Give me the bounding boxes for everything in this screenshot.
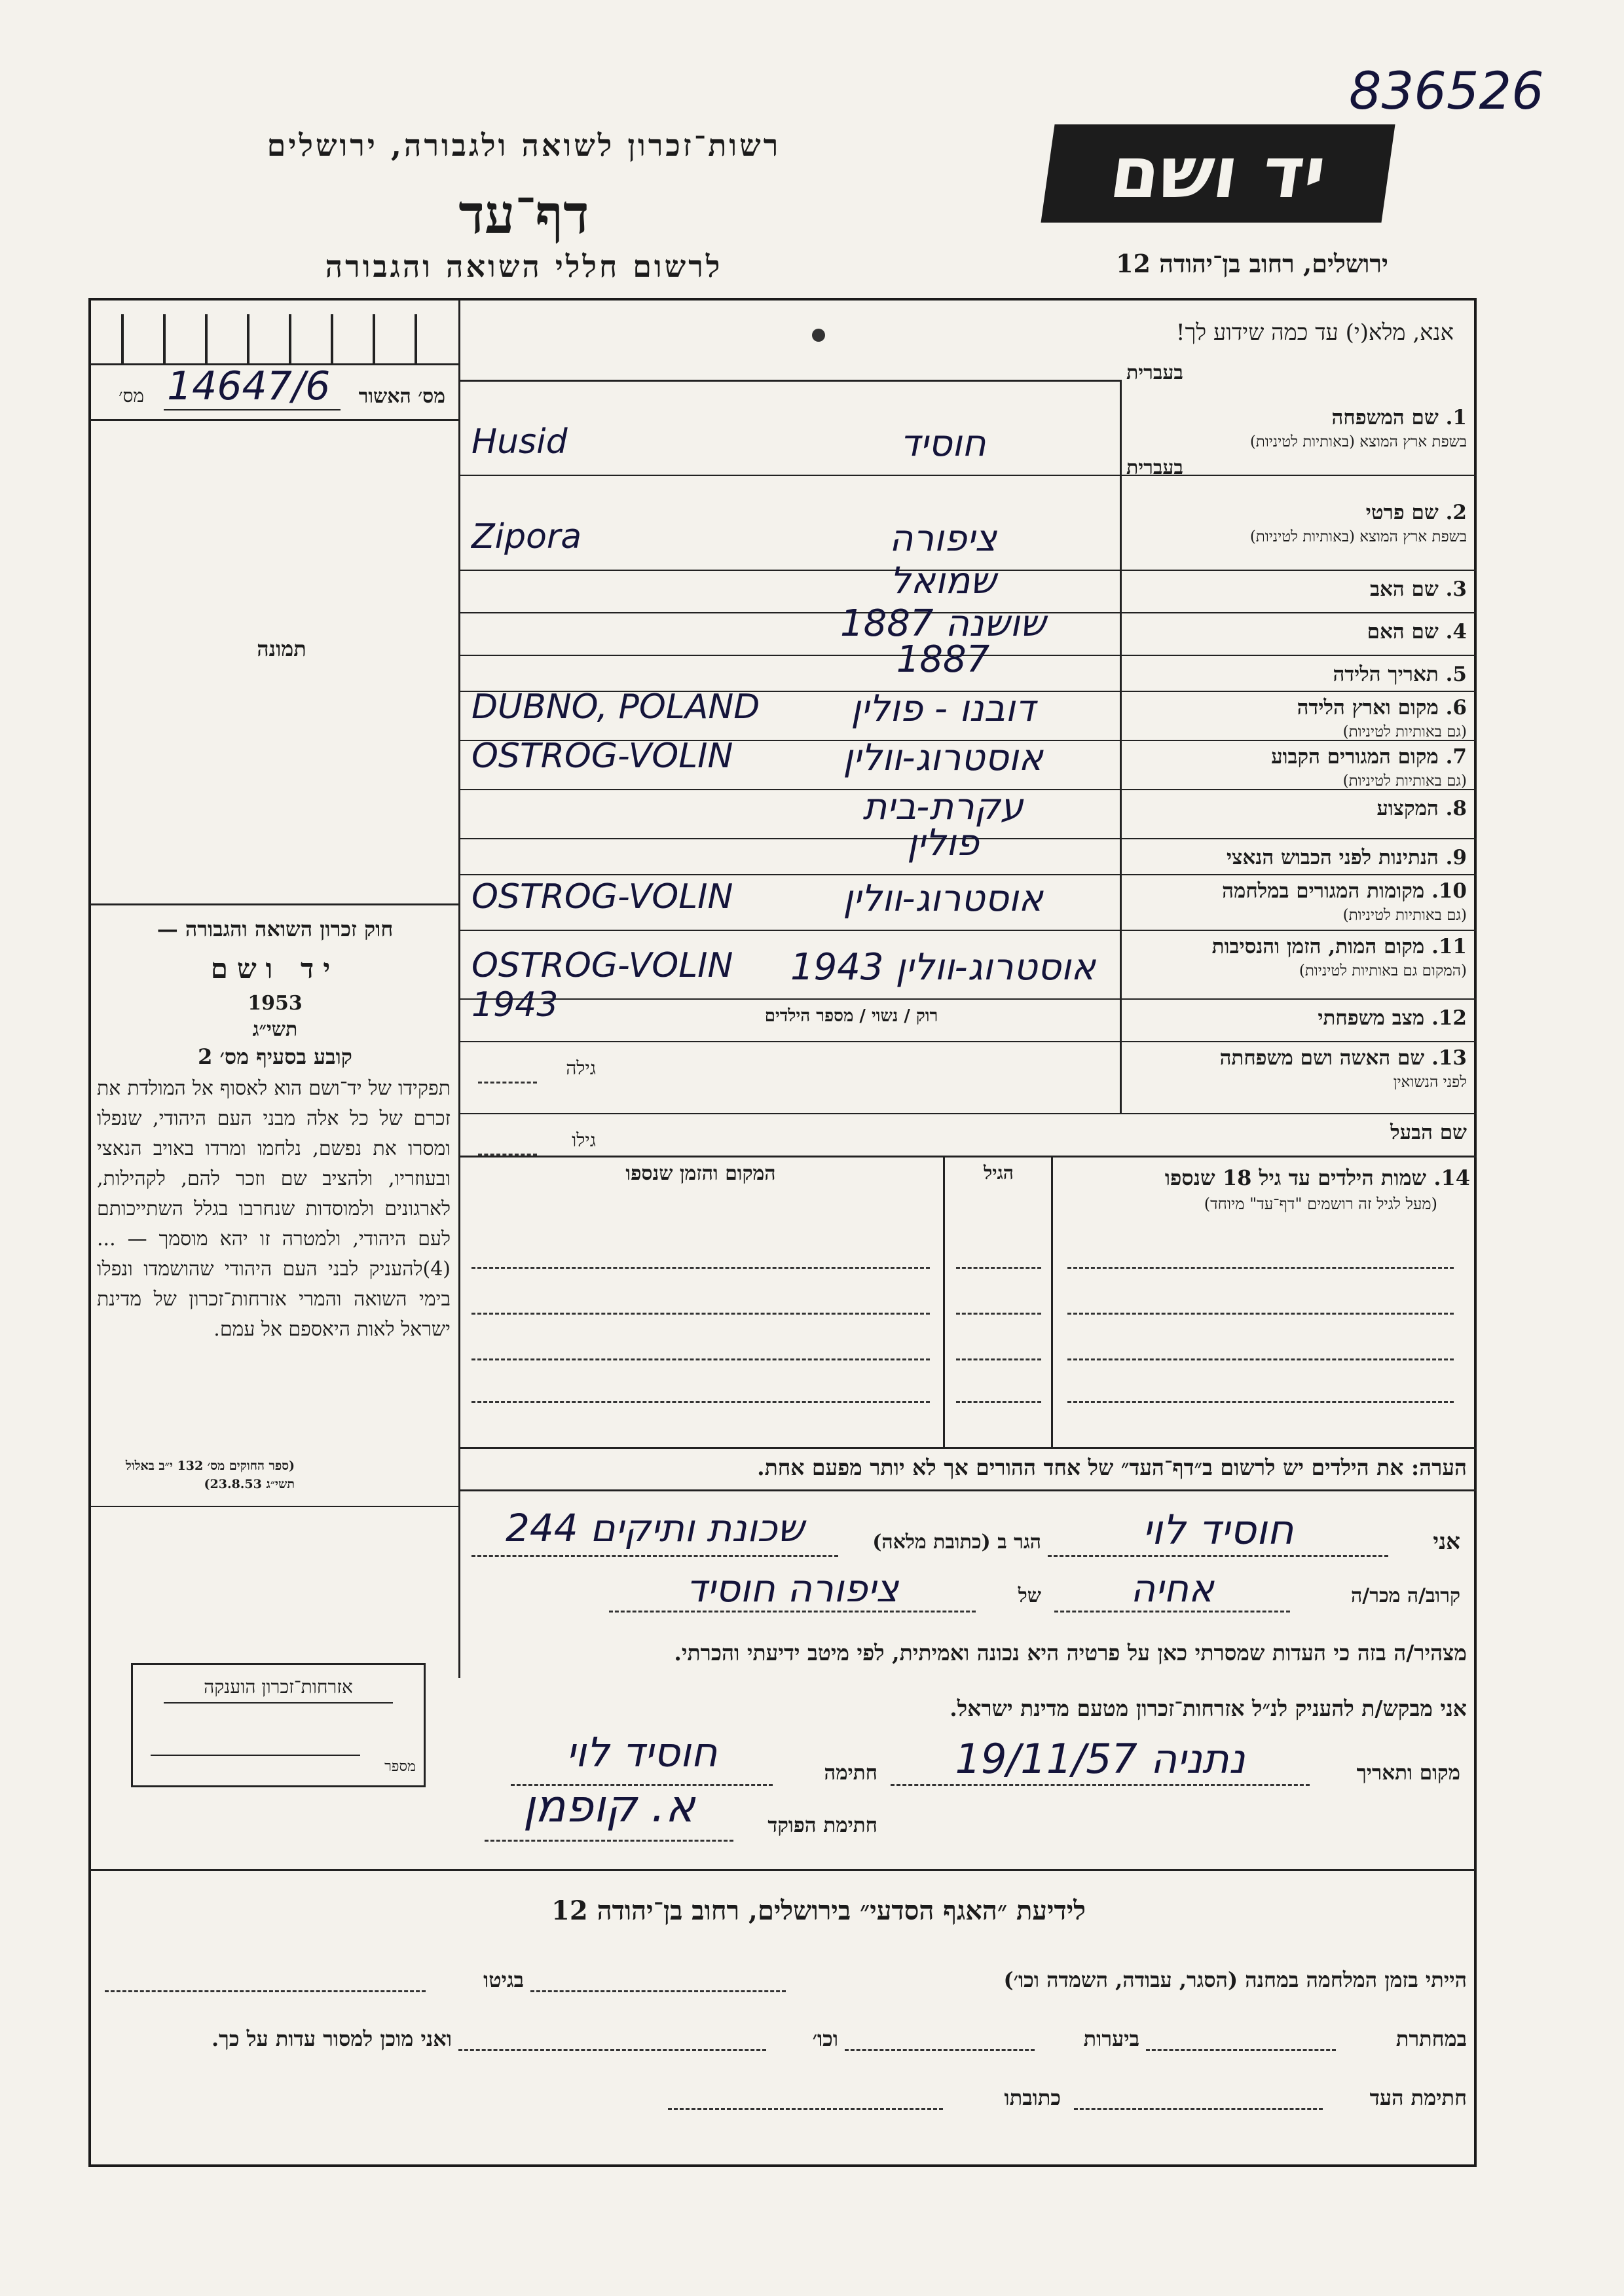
field-title: שם הבעל [1390,1121,1467,1144]
field-label [1126,846,1467,869]
field-value-hebrew: שמואל [889,560,997,602]
bottom-line2-a: במחתרת [1395,2026,1467,2051]
declaration-text: מצהיר/ה בזה כי העדות שמסרתי כאן על פרטיה היא נכונה ואמיתית, לפי מיטב ידיעתי והכרתי. [674,1640,1467,1666]
field-label [1126,935,1467,958]
field-number: 11. [1431,935,1467,958]
bottom-line1-a: הייתי בזמן המלחמה במחנה (הסגר, עבודה, השמדה וכו׳) [1003,1967,1467,1992]
field-label [1126,797,1467,820]
law-text: תפקידו של יד־ושם הוא לאסוף אל המולדת את זכרם של כל אלה מבני העם היהודי, שנפלו ומסרו את נפשם, נלחמו ומרדו באויב הנאצי ובעוזריו, ולהציב שם וזכר להם, לקהילות, לארגונים ולמוסדות שנחרבו בגלל השתייכותם לעם היהודי, ולמטרה זו יהא מוסמך — ...(4)להעניק לבני העם היהודי שהושמדו ונפלו בימי השואה והמרי אזרחות־זכרון של מדינת ישראל לאות היאספם אל עמם. [97,1077,451,1341]
address: ירושלים, רחוב בן־יהודה 12 [1116,249,1388,278]
form-subtitle: לרשום חללי השואה והגבורה [325,249,723,284]
law-year: 1953 [248,992,303,1015]
age-label: גילו [572,1129,596,1151]
field-title: שם המשפחה [1331,406,1439,429]
field-label [1126,406,1467,429]
law-footnote: (ספר החוקים מס׳ 132 י״ב באלול תשי״ג 23.8.53) [125,1459,295,1491]
official-signature-label: חתימת הפוקד [767,1813,877,1837]
field-label [1126,620,1467,644]
declarant-address: שכונת ותיקים 244 [506,1506,804,1550]
children-note: (מעל לגיל זה רושמים "דף־עד" מיוחד) [1204,1195,1437,1213]
field-value-hebrew: עקרת-בית [862,786,1024,828]
field-number: 10. [1431,879,1467,903]
logo [1041,124,1395,223]
children-place-col: המקום והזמן שנספו [625,1162,776,1185]
bottom-line2-c: וכו׳ [812,2026,838,2051]
field-label [1126,1046,1467,1070]
field-title: תאריך הלידה [1333,663,1439,686]
field-value-latin: OSTROG-VOLIN [471,737,733,776]
bottom-line1-b: בגיטו [483,1967,524,1992]
declarant-name: חוסיד לוי [1142,1506,1294,1554]
law-year-he: תשי״ג [252,1018,298,1041]
field-title: המקצוע [1376,797,1439,820]
field-title: מקום המות, הזמן והנסיבות [1211,935,1425,958]
field-label [1126,501,1467,524]
field-value-hebrew: חוסיד [900,422,986,465]
field-title: שם האב [1370,577,1439,601]
request-text: אני מבקש/ת להעניק לנ״ל אזרחות־זכרון מטעם מדינת ישראל. [950,1696,1467,1721]
hole-mark-icon [812,329,825,342]
children-age-col: הגיל [984,1162,1014,1184]
field-label [1126,696,1467,720]
field-label [1126,663,1467,686]
field-sublabel: (גם באותיות לטיניות) [1342,723,1467,740]
relation-label: קרוב/ה מכר/ה [1351,1584,1460,1607]
field-title: מקום וארץ הלידה [1297,696,1439,720]
law-title: חוק זכרון השואה והגבורה — [157,917,394,941]
form-title: דף־עד [458,183,589,246]
children-note-warning: הערה: את הילדים יש לרשום ב״דף־העד״ של אחד ההורים אך לא יותר מפעם אחת. [757,1455,1467,1480]
field-title: שם האשה ושם משפחתה [1219,1046,1425,1070]
field-value-latin: DUBNO, POLAND [471,687,760,727]
field-value-hebrew: 1887 [896,638,990,681]
institution-name: רשות־זכרון לשואה ולגבורה, ירושלים [267,128,781,163]
bottom-line2-b: ביערות [1083,2026,1139,2051]
field-value-latin: OSTROG-VOLIN [471,877,733,917]
field-title: שם האם [1367,620,1439,644]
cert-ticks [121,314,442,363]
field-title: מקומות המגורים במלחמה [1222,879,1425,903]
of-label: של [1018,1584,1041,1607]
declarant-dwelling-label: הגר ב (כתובת מלאה) [872,1531,1041,1554]
field-value-hebrew: ציפורה [889,517,997,560]
field-label [1126,745,1467,769]
relation-value: אחיה [1130,1566,1214,1611]
citizenship-title: אזרחות־זכרון הוענקה [204,1676,353,1698]
instructions: אנא, מלא(י) עד כמה שידוע לך! [1175,319,1454,346]
children-label [1058,1165,1470,1190]
field-number: 6. [1445,696,1467,720]
field-number: 2. [1445,501,1467,524]
field-label [1126,1006,1467,1030]
field-value-hebrew: דובנו - פולין [851,687,1035,730]
marital-options: רוק / נשוי / מספר הילדים [764,1006,938,1026]
field-title: הנתינות לפני הכבוש הנאצי [1227,846,1439,869]
field-hebrew-col-label: בעברית [1126,361,1183,384]
field-value-hebrew: שושנה 1887 [840,602,1046,645]
victim-name: ציפורה חוסיד [686,1566,899,1611]
children-title: שמות הילדים עד גיל 18 שנספו [1164,1165,1427,1190]
field-value-hebrew: אוסטרוג-וולין [843,737,1043,779]
field-sublabel: (גם באותיות לטיניות) [1342,773,1467,790]
field-value-latin: Husid [471,422,568,462]
field-number: 3. [1445,577,1467,601]
children-num: 14. [1433,1165,1470,1190]
bottom-line3-b: כתובתו [1004,2085,1061,2110]
cert-prefix: מס׳ [119,385,144,407]
field-number: 8. [1445,797,1467,820]
field-number: 12. [1431,1006,1467,1030]
field-value-hebrew: פולין [907,822,979,864]
field-title: שם פרטי [1365,501,1439,524]
official-signature: א. קופמן [523,1781,695,1832]
field-number: 5. [1445,663,1467,686]
cert-label: מס׳ האשור [358,385,445,408]
field-label [1126,577,1467,601]
field-hebrew-col-label: בעברית [1126,456,1183,479]
cert-number: 14647/6 [167,363,331,409]
age-label: גילה [566,1057,596,1079]
place-date-label: מקום ותאריך [1356,1761,1460,1785]
archive-number: 836526 [1349,62,1544,121]
law-clause: קובע בסעיף מס׳ 2 [198,1044,352,1069]
field-number: 4. [1445,620,1467,644]
bottom-title: לידיעת ״האגף הסדעי״ בירושלים, רחוב בן־יהודה 12 [551,1895,1086,1926]
field-title: מצב משפחתי [1318,1006,1425,1030]
signature-label: חתימה [824,1761,877,1785]
bottom-line3-a: חתימת העד [1369,2085,1467,2110]
field-sublabel: (גם באותיות לטיניות) [1342,907,1467,924]
field-sublabel: בשפת ארץ המוצא (באותיות לטיניות) [1249,433,1467,450]
field-number: 1. [1445,406,1467,429]
field-sublabel: (המקום גם באותיות לטיניות) [1299,962,1467,979]
field-value-hebrew: אוסטרוג-וולין [843,877,1043,920]
field-sublabel: לפני הנשואין [1393,1074,1467,1091]
field-title: מקום המגורים הקבוע [1271,745,1439,769]
field-number: 9. [1445,846,1467,869]
photo-label: תמונה [257,636,306,661]
signature-value: חוסיד לוי [566,1728,718,1776]
bottom-line2-d: ואני מוכן למסור עדות על כך. [211,2026,452,2051]
field-number: 7. [1445,745,1467,769]
field-number: 13. [1431,1046,1467,1070]
field-label [1126,1121,1467,1144]
place-date-value: נתניה 19/11/57 [955,1735,1246,1783]
field-sublabel: בשפת ארץ המוצא (באותיות לטיניות) [1249,528,1467,545]
citizenship-num-label: מספר [384,1758,416,1775]
field-label [1126,879,1467,903]
law-name: יד ושם [210,953,340,985]
field-value-hebrew: אוסטרוג-וולין 1943 [790,946,1096,989]
field-value-latin: Zipora [471,517,582,556]
declarant-ani: אני [1433,1529,1460,1555]
field-value-latin: OSTROG-VOLIN 1943 [471,946,733,1025]
logo-text: יד ושם [1105,132,1331,214]
